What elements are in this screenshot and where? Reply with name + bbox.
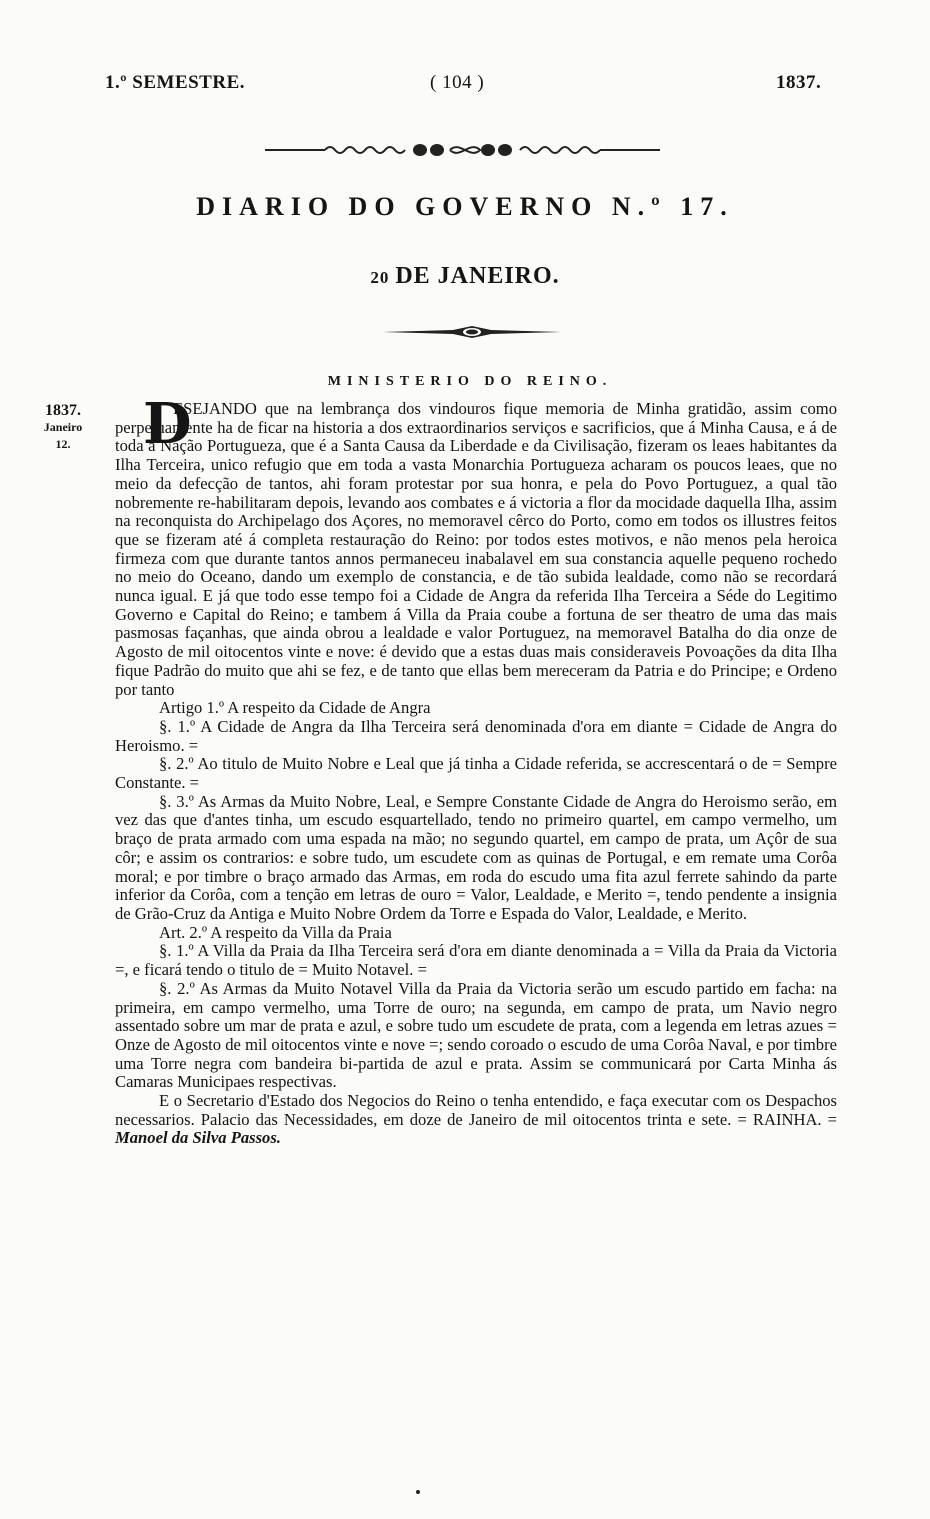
- article-1-paragraph-1: §. 1.º A Cidade de Angra da Ilha Terceira será denominada d'ora em diante = Cidade de Angra do Heroismo. =: [115, 716, 837, 755]
- page-number: ( 104 ): [430, 72, 485, 93]
- ornamental-rule-icon: [265, 138, 660, 160]
- divider-rule-icon: [383, 324, 561, 340]
- margin-year: 1837.: [45, 402, 81, 419]
- article-2-paragraph-1: §. 1.º A Villa da Praia da Ilha Terceira será d'ora em diante denominada a = Villa da Praia da Victoria =, e ficará tendo o titulo de = Muito Notavel. =: [115, 941, 837, 980]
- year-label: 1837.: [776, 72, 822, 93]
- closing-text: E o Secretario d'Estado dos Negocios do Reino o tenha entendido, e faça executar com os Despachos necessarios. Palacio das Necessidades, em doze de Janeiro de mil oitocentos trinta e sete. = RAINHA. =: [115, 1091, 837, 1129]
- section-heading: MINISTERIO DO REINO.: [327, 374, 613, 389]
- margin-date-note: [28, 402, 98, 453]
- decree-body: [115, 400, 837, 1148]
- semester-label: 1.º SEMESTRE.: [105, 72, 246, 93]
- article-1-paragraph-2: §. 2.º Ao titulo de Muito Nobre e Leal que já tinha a Cidade referida, se accrescentará o de = Sempre Constante. =: [115, 754, 837, 793]
- article-2-paragraph-2: §. 2.º As Armas da Muito Notavel Villa da Praia da Victoria serão um escudo partido em facha: na primeira, em campo vermelho, uma Torre de ouro; na segunda, em campo de prata, um Navio negro assentado sobre um mar de prata e azul, e sobre tudo um escudete de prata, com a legenda em letras azues = Onze de Agosto de mil oitocentos vinte e nove =; sendo coroado o escudo de uma Corôa Naval, e por timbre uma Torre negra com bandeira bi-partida de azul e prata. Assim se communicará por Carta Minha ás Camaras Municipaes respectivas.: [115, 978, 837, 1092]
- signatory: Manoel da Silva Passos.: [115, 1128, 281, 1148]
- decree-preamble: ESEJANDO que na lembrança dos vindouros fique memoria de Minha gratidão, assim como perpetuamente ha de ficar na historia a dos extraordinarios serviços e sacrificios, que á Minha Causa, e á de toda a Nação Portugueza, que é a Santa Causa da Liberdade e da Civilisação, fizeram os leaes habitantes da Ilha Terceira, unico refugio que em toda a vasta Monarchia Portugueza acharam os poucos leaes, que no meio da defecção de tantos, ahi foram protestar por sua honra, e pela do Povo Portuguez, a qual tão nobremente re-habilitaram depois, levando aos combates e á victoria a flor da mocidade daquella Ilha, assim na reconquista do Archipelago dos Açores, no memoravel cêrco do Porto, como em todos os illustres feitos que se fizeram até á completa restauração do Reino: por todos estes motivos, e não menos pela heroica firmeza com que durante tantos annos permaneceu inabalavel em sua constancia aquelle pequeno rochedo no meio do Oceano, dando um exemplo de constancia, e de tão subida lealdade, como não se recordará nunca igual. E já que todo esse tempo foi a Cidade de Angra da referida Ilha Terceira a Séde do Legitimo Governo e Capital do Reino; e tambem á Villa da Praia coube a fortuna de ser theatro de uma das mais pasmosas façanhas, que ainda obrou a lealdade e valor Portuguez, na memoravel Batalha do dia onze de Agosto de mil oitocentos vinte e nove: é devido que a estas duas mais consideraveis Povoações da dita Ilha fique Padrão do muito que ahi se fez, e de tanto que ellas bem mereceram da Patria e do Principe; e Ordeno por tanto: [115, 399, 837, 699]
- article-1-heading: Artigo 1.º A respeito da Cidade de Angra: [159, 698, 431, 718]
- newspaper-title: DIARIO DO GOVERNO N.º 17.: [196, 192, 734, 221]
- ink-dot: [416, 1490, 420, 1494]
- margin-day: 12.: [55, 437, 71, 451]
- article-2-heading: Art. 2.º A respeito da Villa da Praia: [159, 922, 392, 942]
- issue-date: [0, 263, 930, 290]
- issue-month: DE JANEIRO.: [395, 263, 560, 289]
- closing-paragraph: [115, 1092, 837, 1148]
- article-1-paragraph-3: §. 3.º As Armas da Muito Nobre, Leal, e Sempre Constante Cidade de Angra do Heroismo serão, em vez das que d'antes tinha, um escudo esquartellado, tendo no primeiro quartel, em campo vermelho, um braço de prata armado com uma espada na mão; no segundo quartel, em campo de prata, um Açôr de sua côr; e assim os contrarios: e sobre tudo, um escudete com as quinas de Portugal, e em remate uma Corôa moral; e por timbre o braço armado das Armas, em roda do escudo uma fita azul ferrete sahindo da parte inferior da Corôa, com a tenção em letras de ouro = Valor, Lealdade, e Merito =, tendo pendente a insignia de Grão-Cruz da Antiga e Muito Nobre Ordem da Torre e Espada do Valor, Lealdade, e Merito.: [115, 791, 837, 923]
- margin-month: Janeiro: [43, 420, 83, 434]
- issue-day: 20: [370, 268, 390, 287]
- drop-cap: D: [143, 391, 192, 457]
